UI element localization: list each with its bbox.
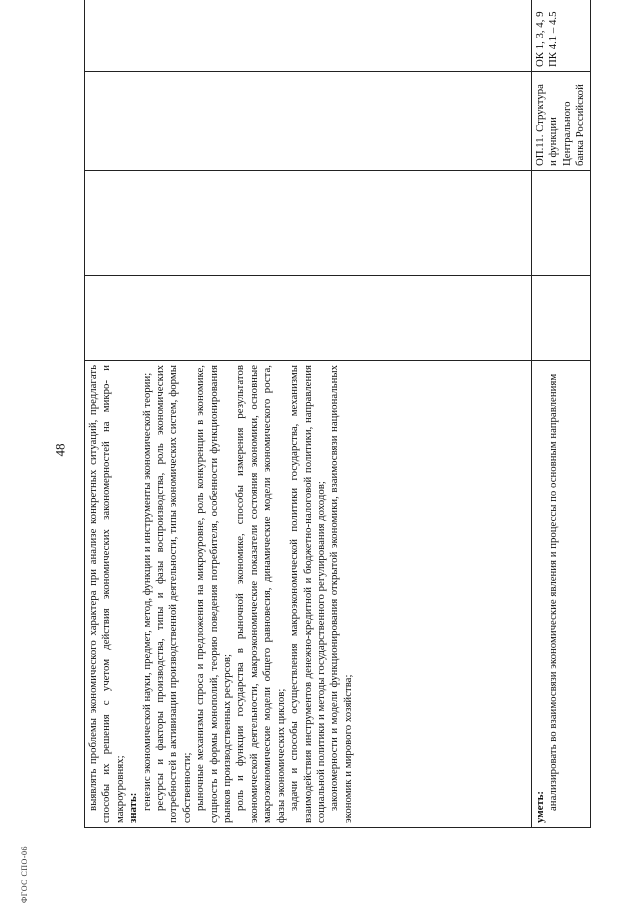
footer-code: ФГОС СПО-06 (20, 845, 30, 904)
list-item: задачи и способы осуществления макроэкономической политики государства, механизмы взаимодействия инструментов денежно-кредитной и бюджетно-налоговой политики, направления социальной политики и методы государственного регулирования доходов; (288, 365, 327, 823)
list-item: ресурсы и факторы производства, типы и фазы воспроизводства, роль экономических потребностей в активизации производственной деятельности, типы экономических систем, формы собственности; (154, 365, 193, 823)
competency-codes: ОК 1, 3, 4, 9 ПК 4.1 – 4.5 (534, 11, 560, 67)
skills-cell (532, 361, 591, 828)
can-label: уметь: (534, 790, 546, 823)
discipline-name: ОП.11. Структура и функции Центрального банка Российской (534, 84, 587, 166)
list-item: роль и функции государства в рыночной экономике, способы измерения результатов экономической деятельности, макроэкономические показатели состояния экономики, основные макроэкономические модели общего равновесия, динамические модели экономического роста, фазы экономических циклов; (234, 365, 287, 823)
rotated-table-container (84, 11, 587, 828)
list-item: закономерности и модели функционирования открытой экономики, взаимосвязи национальных экономик и мирового хозяйства; (328, 365, 354, 823)
table-cell (85, 72, 532, 171)
competency-table (84, 0, 591, 828)
list-item: генезис экономической науки, предмет, метод, функции и инструменты экономической теории; (140, 372, 153, 811)
table-cell (85, 0, 532, 72)
table-cell (532, 276, 591, 361)
table-row (85, 0, 532, 828)
skills-text: анализировать во взаимосвязи экономические явления и процессы по основным направлениям (547, 373, 560, 811)
competency-codes-cell (532, 0, 591, 72)
table-cell (532, 171, 591, 276)
intro-text: выявлять проблемы экономического характера при анализе конкретных ситуаций, предлагать способы их решения с учетом действия экономических закономерностей на микро- и макроуровнях; (87, 365, 126, 823)
table-row (532, 0, 591, 828)
table-cell (85, 171, 532, 276)
list-item: рыночные механизмы спроса и предложения на микроуровне, роль конкуренции в экономике, сущность и формы монополий, теорию поведения потребителя, особенности функционирования рынков производственных ресурсов; (194, 365, 234, 823)
discipline-cell (532, 72, 591, 171)
page-number: 48 (52, 443, 68, 457)
table-cell (85, 276, 532, 361)
requirements-cell (85, 361, 532, 828)
know-label: знать: (127, 792, 140, 823)
